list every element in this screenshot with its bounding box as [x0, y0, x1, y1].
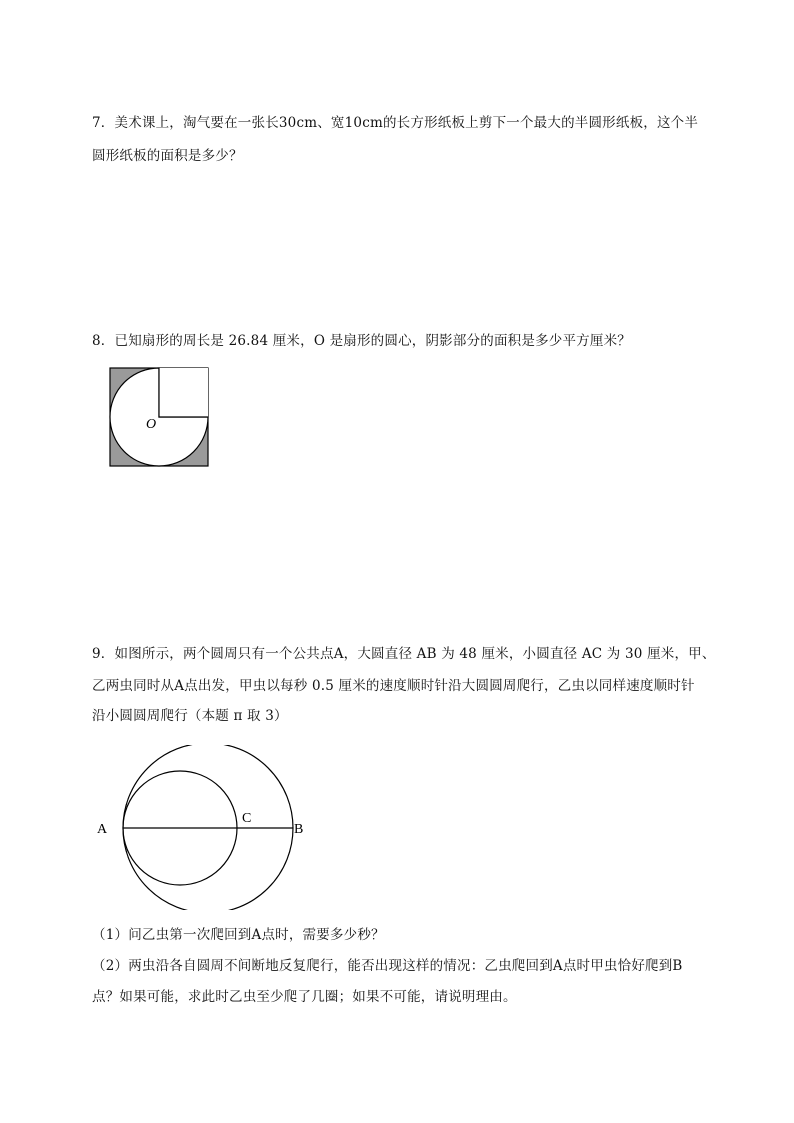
question-7-line-1: 7．美术课上，淘气要在一张长30cm、宽10cm的长方形纸板上剪下一个最大的半圆形纸板，这个半 [92, 115, 699, 131]
label-c: C [242, 811, 252, 826]
question-8-line-1: 8．已知扇形的周长是 26.84 厘米，O 是扇形的圆心，阴影部分的面积是多少平方厘米？ [92, 333, 631, 349]
question-7-line-2: 圆形纸板的面积是多少？ [92, 148, 243, 164]
circles-figure [90, 745, 315, 910]
question-9-line-3: 沿小圆圆周爬行（本题 π 取 3） [92, 708, 288, 724]
question-9-line-2: 乙两虫同时从A点出发，甲虫以每秒 0.5 厘米的速度顺时针沿大圆圆周爬行，乙虫以同样速度顺时针 [92, 678, 695, 694]
label-a: A [97, 822, 108, 837]
subquestion-2-line-1: （2）两虫沿各自圆周不间断地反复爬行，能否出现这样的情况：乙虫爬回到A点时甲虫恰好爬到B [92, 958, 683, 974]
subquestion-2-line-2: 点？如果可能，求此时乙虫至少爬了几圈；如果不可能，请说明理由。 [92, 989, 517, 1005]
unshaded-corner [159, 368, 208, 417]
question-9-line-1: 9．如图所示，两个圆周只有一个公共点A，大圆直径 AB 为 48 厘米，小圆直径 AC 为 30 厘米，甲、 [92, 646, 716, 662]
label-b: B [294, 822, 304, 837]
sector-figure [100, 360, 220, 475]
subquestion-1: （1）问乙虫第一次爬回到A点时，需要多少秒？ [92, 927, 385, 943]
center-label-o: O [146, 417, 157, 432]
